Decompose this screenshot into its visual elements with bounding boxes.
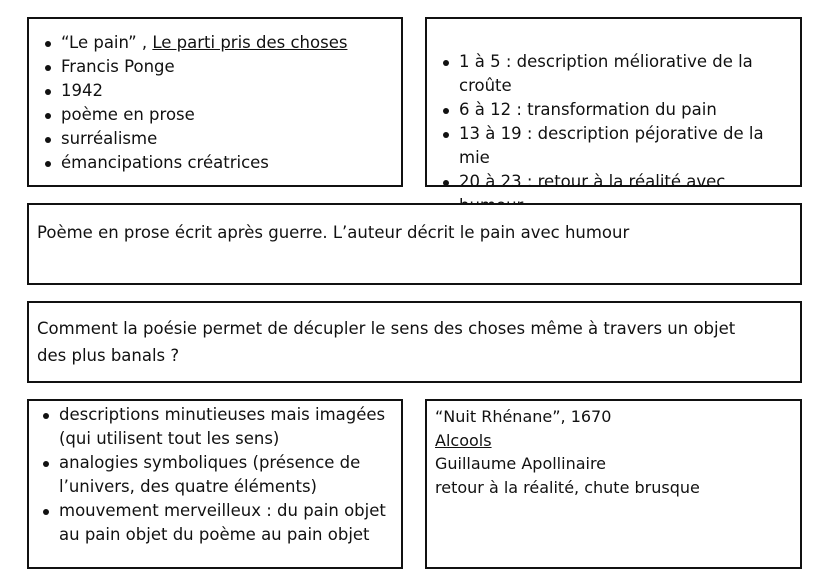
list-item: surréalisme — [39, 127, 391, 151]
list-item — [39, 31, 391, 55]
comparison-author: Guillaume Apollinaire — [435, 454, 607, 473]
question-box — [27, 301, 802, 383]
comparison-collection: Alcools — [435, 430, 492, 450]
list-item: analogies symboliques (présence de l’univers, des quatre éléments) — [37, 451, 395, 499]
structure-box — [425, 17, 802, 191]
list-item: émancipations créatrices — [39, 151, 391, 175]
collection-title: Le parti pris des choses — [152, 33, 348, 52]
list-item: mouvement merveilleux : du pain objet au pain objet du poème au pain objet — [37, 499, 395, 547]
info-list — [39, 31, 391, 175]
poem-title: “Le pain” , — [61, 33, 148, 52]
list-item: 1942 — [39, 79, 391, 103]
list-item: 13 à 19 : description péjorative de la mie — [437, 122, 792, 170]
summary-text: Poème en prose écrit après guerre. L’auteur décrit le pain avec humour — [37, 223, 630, 242]
devices-list — [37, 403, 395, 547]
comparison-note: retour à la réalité, chute brusque — [435, 477, 700, 497]
list-item: descriptions minutieuses mais imagées (qui utilisent tout les sens) — [37, 403, 395, 451]
structure-list — [437, 50, 792, 218]
comparison-box — [425, 399, 802, 569]
comparison-title: “Nuit Rhénane”, 1670 — [435, 407, 612, 426]
question-line: des plus banals ? — [37, 346, 180, 365]
list-item: 20 à 23 : retour à la réalité avec — [437, 170, 792, 218]
list-item: poème en prose — [39, 103, 391, 127]
list-item: 6 à 12 : transformation du pain — [437, 98, 792, 122]
info-box — [27, 17, 403, 187]
list-item: 1 à 5 : description méliorative de la croûte — [437, 50, 792, 98]
question-line: Comment la poésie permet de décupler le sens des choses même à travers un objet — [37, 319, 736, 338]
devices-box — [27, 399, 403, 569]
summary-box — [27, 203, 802, 285]
list-item: Francis Ponge — [39, 55, 391, 79]
